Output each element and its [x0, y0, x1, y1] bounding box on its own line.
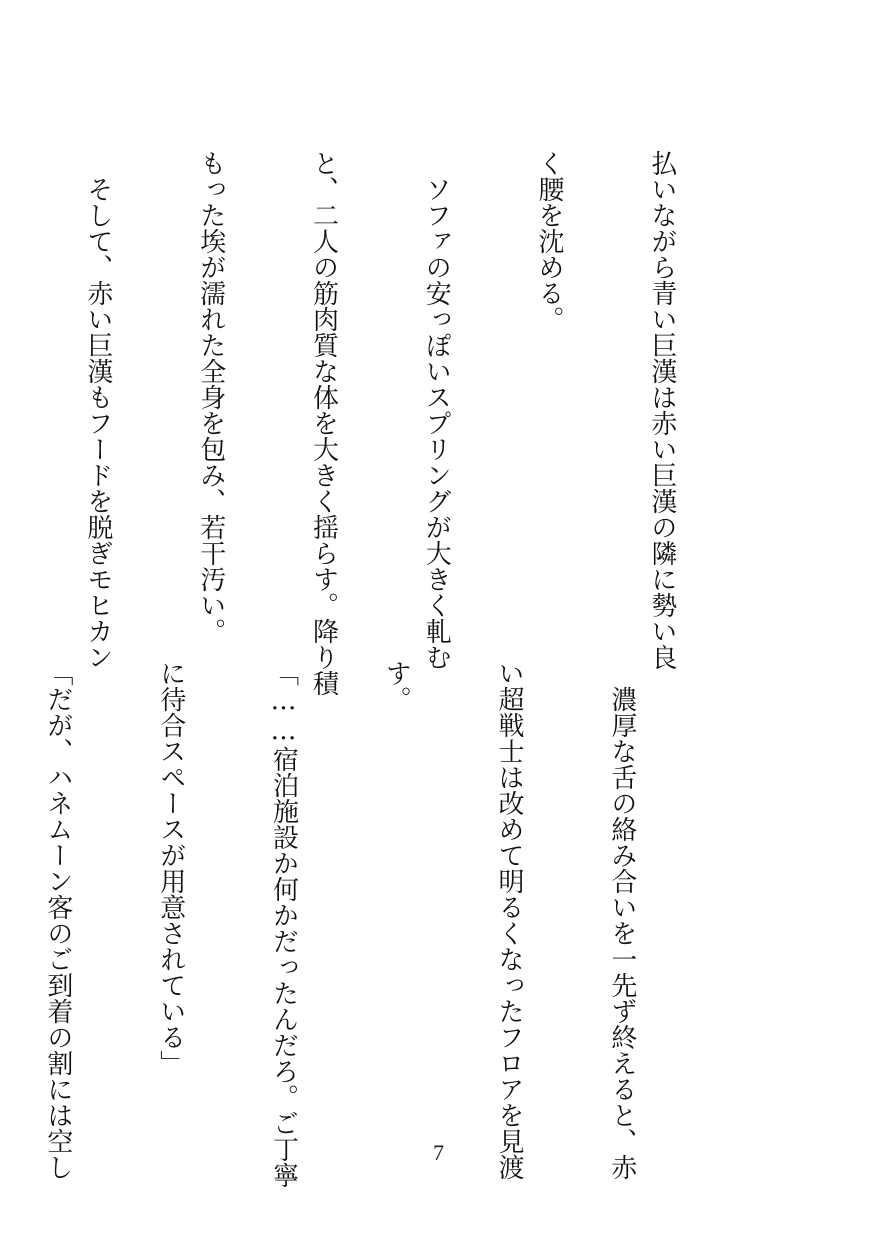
- text-line: に待合スペースが用意されている」: [155, 660, 186, 1076]
- page-number: 7: [433, 1140, 444, 1165]
- text-line: す。: [381, 660, 412, 712]
- text-line: 「……宿泊施設か何かだったんだろ。ご丁寧: [268, 660, 299, 1188]
- bottom-text-block: [42, 660, 715, 1188]
- text-line: ソファの安っぽいスプリングが大きく軋む: [421, 150, 452, 670]
- text-line: と、二人の筋肉質な体を大きく揺らす。降り積: [308, 150, 339, 696]
- top-text-block: [82, 150, 755, 696]
- text-line: 濃厚な舌の絡み合いを一先ず終えると、赤: [606, 660, 637, 1180]
- text-line: い超戦士は改めて明るくなったフロアを見渡: [494, 660, 525, 1180]
- text-line: 「だが、ハネムーン客のご到着の割には空し: [42, 660, 73, 1180]
- text-line: そして、赤い巨漢もフードを脱ぎモヒカン: [82, 150, 113, 670]
- text-line: 払いながら青い巨漢は赤い巨漢の隣に勢い良: [646, 150, 677, 670]
- text-line: もった埃が濡れた全身を包み、若干汚い。: [195, 150, 226, 644]
- text-line: く腰を沈める。: [534, 150, 565, 332]
- text-line: [0, 150, 3, 620]
